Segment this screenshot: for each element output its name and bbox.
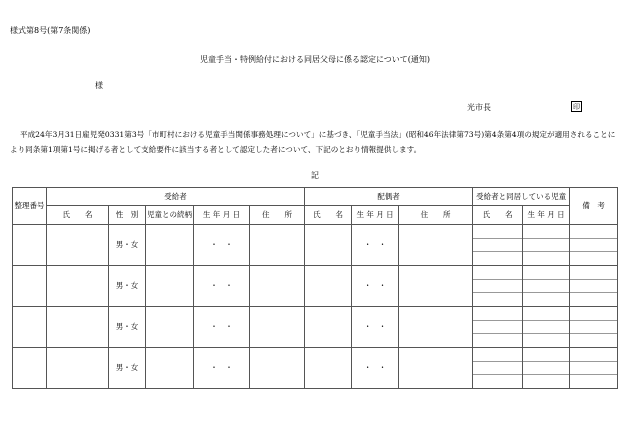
cell-dokyo-birthdate[interactable] — [523, 348, 570, 389]
cell-jukyu-sex[interactable]: 男・女 — [109, 266, 146, 307]
cell-seiri[interactable] — [13, 266, 47, 307]
header-haigusha: 配偶者 — [305, 188, 473, 206]
header-haigu-birthdate: 生 年 月 日 — [352, 206, 399, 225]
addressee-honorific: 様 — [95, 81, 103, 90]
cell-jukyu-birthdate[interactable]: ・ ・ — [194, 225, 250, 266]
header-dokyo-birthdate: 生 年 月 日 — [523, 206, 570, 225]
cell-haigu-birthdate[interactable]: ・ ・ — [352, 225, 399, 266]
cell-dokyo-name[interactable] — [473, 266, 523, 307]
cell-haigu-address[interactable] — [399, 225, 473, 266]
cell-haigu-name[interactable] — [305, 266, 352, 307]
table-row — [13, 266, 618, 307]
cell-jukyu-sex[interactable]: 男・女 — [109, 348, 146, 389]
header-jukyu-name: 氏 名 — [47, 206, 109, 225]
records-table — [12, 187, 618, 389]
cell-jukyu-birthdate[interactable]: ・ ・ — [194, 266, 250, 307]
cell-haigu-birthdate[interactable]: ・ ・ — [352, 266, 399, 307]
cell-jukyu-relation[interactable] — [146, 225, 194, 266]
seal-mark: 印 — [573, 103, 580, 111]
header-dokyo-jido: 受給者と同居している児童 — [473, 188, 570, 206]
issuer-name: 光市長 — [467, 103, 491, 112]
cell-haigu-address[interactable] — [399, 266, 473, 307]
cell-jukyu-name[interactable] — [47, 348, 109, 389]
cell-jukyu-birthdate[interactable]: ・ ・ — [194, 307, 250, 348]
cell-jukyu-sex[interactable]: 男・女 — [109, 225, 146, 266]
cell-dokyo-birthdate[interactable] — [523, 266, 570, 307]
cell-dokyo-name[interactable] — [473, 307, 523, 348]
form-number: 様式第8号(第7条関係) — [10, 26, 91, 35]
cell-dokyo-birthdate[interactable] — [523, 225, 570, 266]
header-haigu-address: 住 所 — [399, 206, 473, 225]
cell-haigu-name[interactable] — [305, 225, 352, 266]
cell-haigu-address[interactable] — [399, 307, 473, 348]
header-jukyu-address: 住 所 — [250, 206, 305, 225]
cell-haigu-name[interactable] — [305, 348, 352, 389]
cell-dokyo-name[interactable] — [473, 225, 523, 266]
cell-jukyu-name[interactable] — [47, 307, 109, 348]
cell-jukyu-relation[interactable] — [146, 307, 194, 348]
header-dokyo-name: 氏 名 — [473, 206, 523, 225]
header-jukyu-relation: 児童との続柄 — [146, 206, 194, 225]
cell-biko[interactable] — [570, 225, 618, 266]
cell-haigu-birthdate[interactable]: ・ ・ — [352, 348, 399, 389]
cell-jukyu-relation[interactable] — [146, 348, 194, 389]
cell-jukyu-address[interactable] — [250, 225, 305, 266]
cell-dokyo-name[interactable] — [473, 348, 523, 389]
header-jukyu-birthdate: 生 年 月 日 — [194, 206, 250, 225]
table-row — [13, 225, 618, 266]
cell-jukyu-address[interactable] — [250, 266, 305, 307]
document-title: 児童手当・特例給付における同居父母に係る認定について(通知) — [199, 55, 431, 64]
header-biko: 備 考 — [570, 188, 618, 225]
cell-seiri[interactable] — [13, 348, 47, 389]
cell-jukyu-name[interactable] — [47, 266, 109, 307]
cell-haigu-address[interactable] — [399, 348, 473, 389]
cell-haigu-birthdate[interactable]: ・ ・ — [352, 307, 399, 348]
cell-biko[interactable] — [570, 266, 618, 307]
table-row — [13, 348, 618, 389]
header-jukyusha: 受給者 — [47, 188, 305, 206]
cell-biko[interactable] — [570, 307, 618, 348]
cell-jukyu-name[interactable] — [47, 225, 109, 266]
header-jukyu-sex: 性 別 — [109, 206, 146, 225]
cell-biko[interactable] — [570, 348, 618, 389]
header-haigu-name: 氏 名 — [305, 206, 352, 225]
table-row — [13, 307, 618, 348]
cell-dokyo-birthdate[interactable] — [523, 307, 570, 348]
cell-jukyu-address[interactable] — [250, 307, 305, 348]
cell-jukyu-sex[interactable]: 男・女 — [109, 307, 146, 348]
header-seiri-bango: 整理番号 — [13, 188, 47, 225]
cell-jukyu-birthdate[interactable]: ・ ・ — [194, 348, 250, 389]
cell-jukyu-address[interactable] — [250, 348, 305, 389]
notice-paragraph: 平成24年3月31日雇児発0331第3号「市町村における児童手当関係事務処理について」に基づき、「児童手当法」(昭和46年法律第73号)第4条第4項の規定が適用されることにより同条第1項第1号に掲げる者として支給要件に該当する者として認定した者について、下記のとおり情報提供します。 — [10, 130, 616, 154]
cell-haigu-name[interactable] — [305, 307, 352, 348]
cell-jukyu-relation[interactable] — [146, 266, 194, 307]
cell-seiri[interactable] — [13, 225, 47, 266]
cell-seiri[interactable] — [13, 307, 47, 348]
ki-heading: 記 — [311, 171, 319, 180]
